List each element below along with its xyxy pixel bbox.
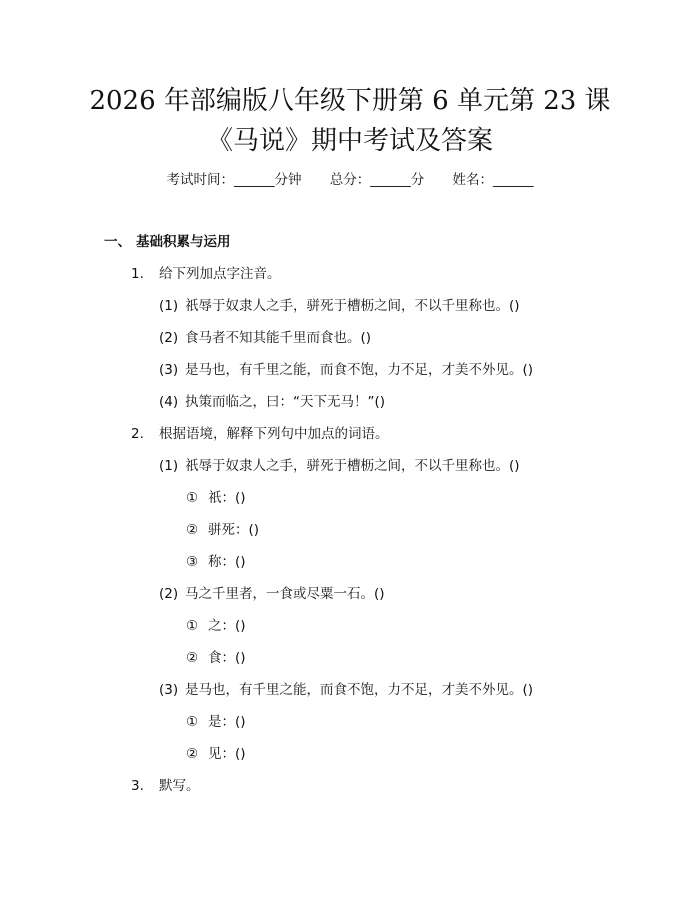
question-number: 1. xyxy=(131,266,144,282)
sub-text: 祇：() xyxy=(208,490,246,506)
question-2-item-1-sub-1 xyxy=(186,486,246,506)
item-number: (1) xyxy=(159,458,179,474)
item-text: 食马者不知其能千里而食也。() xyxy=(185,330,372,346)
sub-number: ① xyxy=(186,714,199,730)
item-number: (1) xyxy=(159,298,179,314)
sub-number: ③ xyxy=(186,554,199,570)
item-text: 是马也，有千里之能，而食不饱，力不足，才美不外见。() xyxy=(185,682,534,698)
question-text: 给下列加点字注音。 xyxy=(159,266,281,282)
sub-number: ① xyxy=(186,618,199,634)
sub-text: 之：() xyxy=(208,618,246,634)
exam-time-label: 考试时间：______分钟 xyxy=(166,172,302,188)
document-title-line1: 2026 年部编版八年级下册第 6 单元第 23 课 xyxy=(89,86,611,116)
question-2-item-3-sub-1 xyxy=(186,710,246,730)
item-text: 祇辱于奴隶人之手，骈死于槽枥之间，不以千里称也。() xyxy=(185,298,520,314)
question-2-item-2 xyxy=(159,582,385,602)
item-text: 是马也，有千里之能，而食不饱，力不足，才美不外见。() xyxy=(185,362,534,378)
sub-text: 称：() xyxy=(208,554,246,570)
question-2-item-2-sub-1 xyxy=(186,614,246,634)
sub-number: ② xyxy=(186,746,199,762)
question-number: 2. xyxy=(131,426,144,442)
question-1-item-2 xyxy=(159,326,371,346)
item-number: (2) xyxy=(159,586,179,602)
exam-info xyxy=(0,168,700,188)
section-title: 基础积累与运用 xyxy=(136,234,231,250)
section-number: 一、 xyxy=(104,234,131,250)
item-number: (3) xyxy=(159,362,179,378)
item-text: 马之千里者，一食或尽粟一石。() xyxy=(185,586,385,602)
question-2 xyxy=(131,422,389,442)
question-1-item-3 xyxy=(159,358,533,378)
question-3 xyxy=(131,774,200,794)
question-text: 默写。 xyxy=(159,778,200,794)
question-1-item-4 xyxy=(159,390,385,410)
document-title-line2: 《马说》期中考试及答案 xyxy=(206,126,493,156)
item-text: 执策而临之，曰：“天下无马！”() xyxy=(185,394,386,410)
section-heading xyxy=(104,230,231,250)
question-2-item-3-sub-2 xyxy=(186,742,246,762)
sub-text: 见：() xyxy=(208,746,246,762)
question-2-item-2-sub-2 xyxy=(186,646,246,666)
sub-text: 骈死：() xyxy=(208,522,260,538)
question-number: 3. xyxy=(131,778,144,794)
item-text: 祇辱于奴隶人之手，骈死于槽枥之间，不以千里称也。() xyxy=(185,458,520,474)
sub-number: ② xyxy=(186,522,199,538)
question-2-item-1 xyxy=(159,454,520,474)
sub-number: ① xyxy=(186,490,199,506)
question-text: 根据语境，解释下列句中加点的词语。 xyxy=(159,426,389,442)
item-number: (3) xyxy=(159,682,179,698)
question-2-item-1-sub-3 xyxy=(186,550,246,570)
name-label: 姓名：______ xyxy=(452,172,534,188)
sub-number: ② xyxy=(186,650,199,666)
sub-text: 是：() xyxy=(208,714,246,730)
item-number: (2) xyxy=(159,330,179,346)
sub-text: 食：() xyxy=(208,650,246,666)
item-number: (4) xyxy=(159,394,179,410)
question-1 xyxy=(131,262,281,282)
question-2-item-1-sub-2 xyxy=(186,518,259,538)
question-2-item-3 xyxy=(159,678,533,698)
total-score-label: 总分：______分 xyxy=(329,172,425,188)
question-1-item-1 xyxy=(159,294,520,314)
